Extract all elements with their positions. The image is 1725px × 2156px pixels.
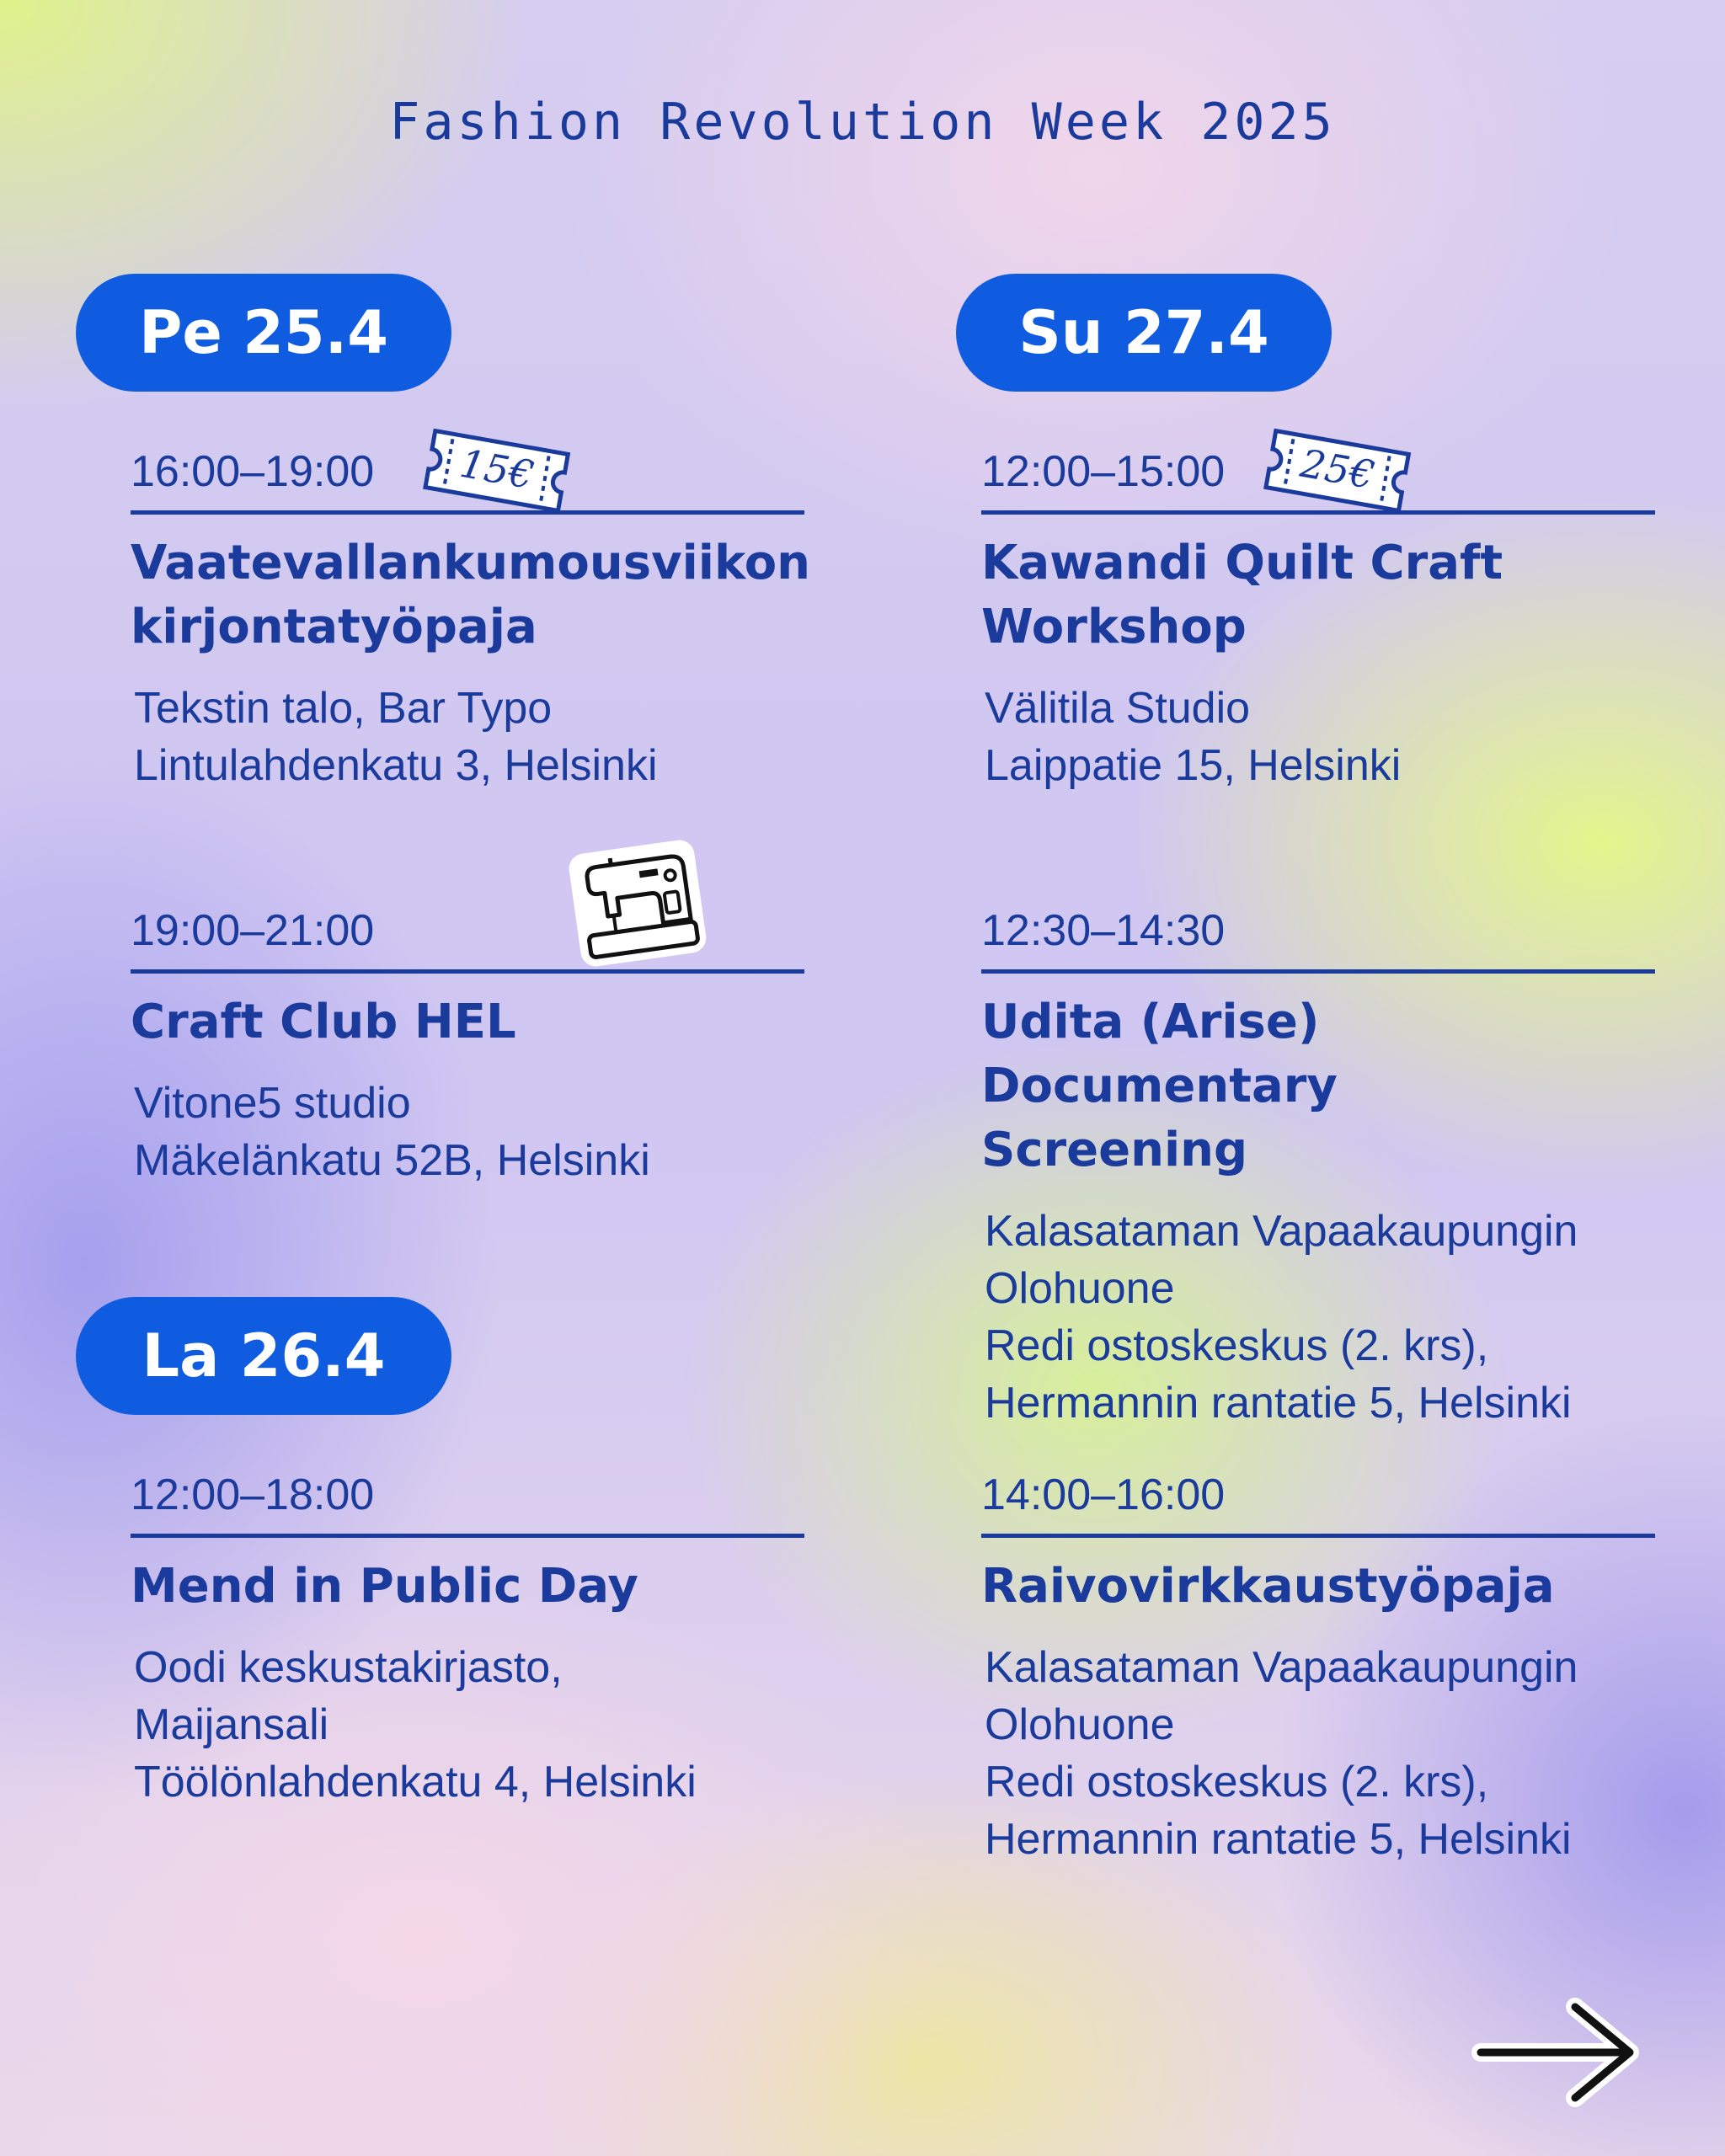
location-line: Oodi keskustakirjasto,: [134, 1643, 563, 1692]
day-pill-friday: Pe 25.4: [76, 274, 451, 392]
event-location: [131, 1075, 804, 1189]
location-line: Kalasataman Vapaakaupungin: [985, 1207, 1578, 1256]
event-card: [981, 1470, 1655, 1868]
location-line: Maijansali: [134, 1700, 329, 1749]
event-time: 16:00–19:00: [131, 447, 375, 496]
event-location: [131, 1639, 804, 1811]
event-title: [131, 990, 804, 1054]
divider: [131, 1534, 804, 1538]
location-line: Mäkelänkatu 52B, Helsinki: [134, 1136, 650, 1185]
event-title-line: Udita (Arise) Documentary: [981, 995, 1338, 1113]
divider: [981, 969, 1655, 974]
location-line: Redi ostoskeskus (2. krs),: [985, 1758, 1489, 1806]
divider: [131, 969, 804, 974]
location-line: Välitila Studio: [985, 684, 1251, 733]
event-time: 19:00–21:00: [131, 906, 375, 955]
location-line: Hermannin rantatie 5, Helsinki: [985, 1379, 1572, 1428]
divider: [981, 1534, 1655, 1538]
event-title-line: Workshop: [981, 600, 1247, 654]
sewing-machine-icon: [566, 838, 709, 969]
ticket-price: 25€: [1297, 440, 1378, 499]
location-line: Töölönlahdenkatu 4, Helsinki: [134, 1758, 697, 1806]
ticket-icon: [1253, 417, 1422, 522]
event-time: 12:00–18:00: [131, 1470, 375, 1519]
ticket-icon: [413, 417, 581, 522]
location-line: Kalasataman Vapaakaupungin: [985, 1643, 1578, 1692]
event-time: 12:30–14:30: [981, 906, 1226, 955]
location-line: Vitone5 studio: [134, 1079, 411, 1128]
event-title: [131, 1555, 804, 1619]
event-title: [981, 990, 1655, 1182]
location-line: Olohuone: [985, 1700, 1175, 1749]
page-title: Fashion Revolution Week 2025: [389, 93, 1336, 152]
event-time: 12:00–15:00: [981, 447, 1226, 496]
day-pill-sunday: Su 27.4: [956, 274, 1332, 392]
arrow-right-icon[interactable]: [1466, 1992, 1651, 2110]
location-line: Laippatie 15, Helsinki: [985, 741, 1402, 790]
event-title-line: Screening: [981, 1123, 1248, 1177]
location-line: Lintulahdenkatu 3, Helsinki: [134, 741, 658, 790]
location-line: Olohuone: [985, 1264, 1175, 1313]
event-title: [131, 531, 811, 659]
location-line: Hermannin rantatie 5, Helsinki: [985, 1815, 1572, 1864]
event-card: [981, 905, 1655, 1432]
event-card: [131, 1470, 804, 1811]
event-location: [131, 680, 804, 794]
location-line: Redi ostoskeskus (2. krs),: [985, 1321, 1489, 1370]
event-title: [981, 531, 1655, 659]
day-pill-saturday: La 26.4: [76, 1297, 451, 1415]
event-title-line: Mend in Public Day: [131, 1559, 638, 1614]
ticket-price: 15€: [457, 440, 537, 499]
event-location: [981, 1203, 1655, 1432]
event-title-line: Craft Club HEL: [131, 995, 516, 1049]
event-title: [981, 1555, 1655, 1619]
event-title-line: Raivovirkkaustyöpaja: [981, 1559, 1555, 1614]
event-title-line: kirjontatyöpaja: [131, 600, 537, 654]
event-title-line: Kawandi Quilt Craft: [981, 536, 1503, 590]
location-line: Tekstin talo, Bar Typo: [134, 684, 553, 733]
event-title-line: Vaatevallankumousviikon: [131, 536, 811, 590]
event-time: 14:00–16:00: [981, 1470, 1226, 1519]
event-location: [981, 1639, 1655, 1868]
event-location: [981, 680, 1655, 794]
